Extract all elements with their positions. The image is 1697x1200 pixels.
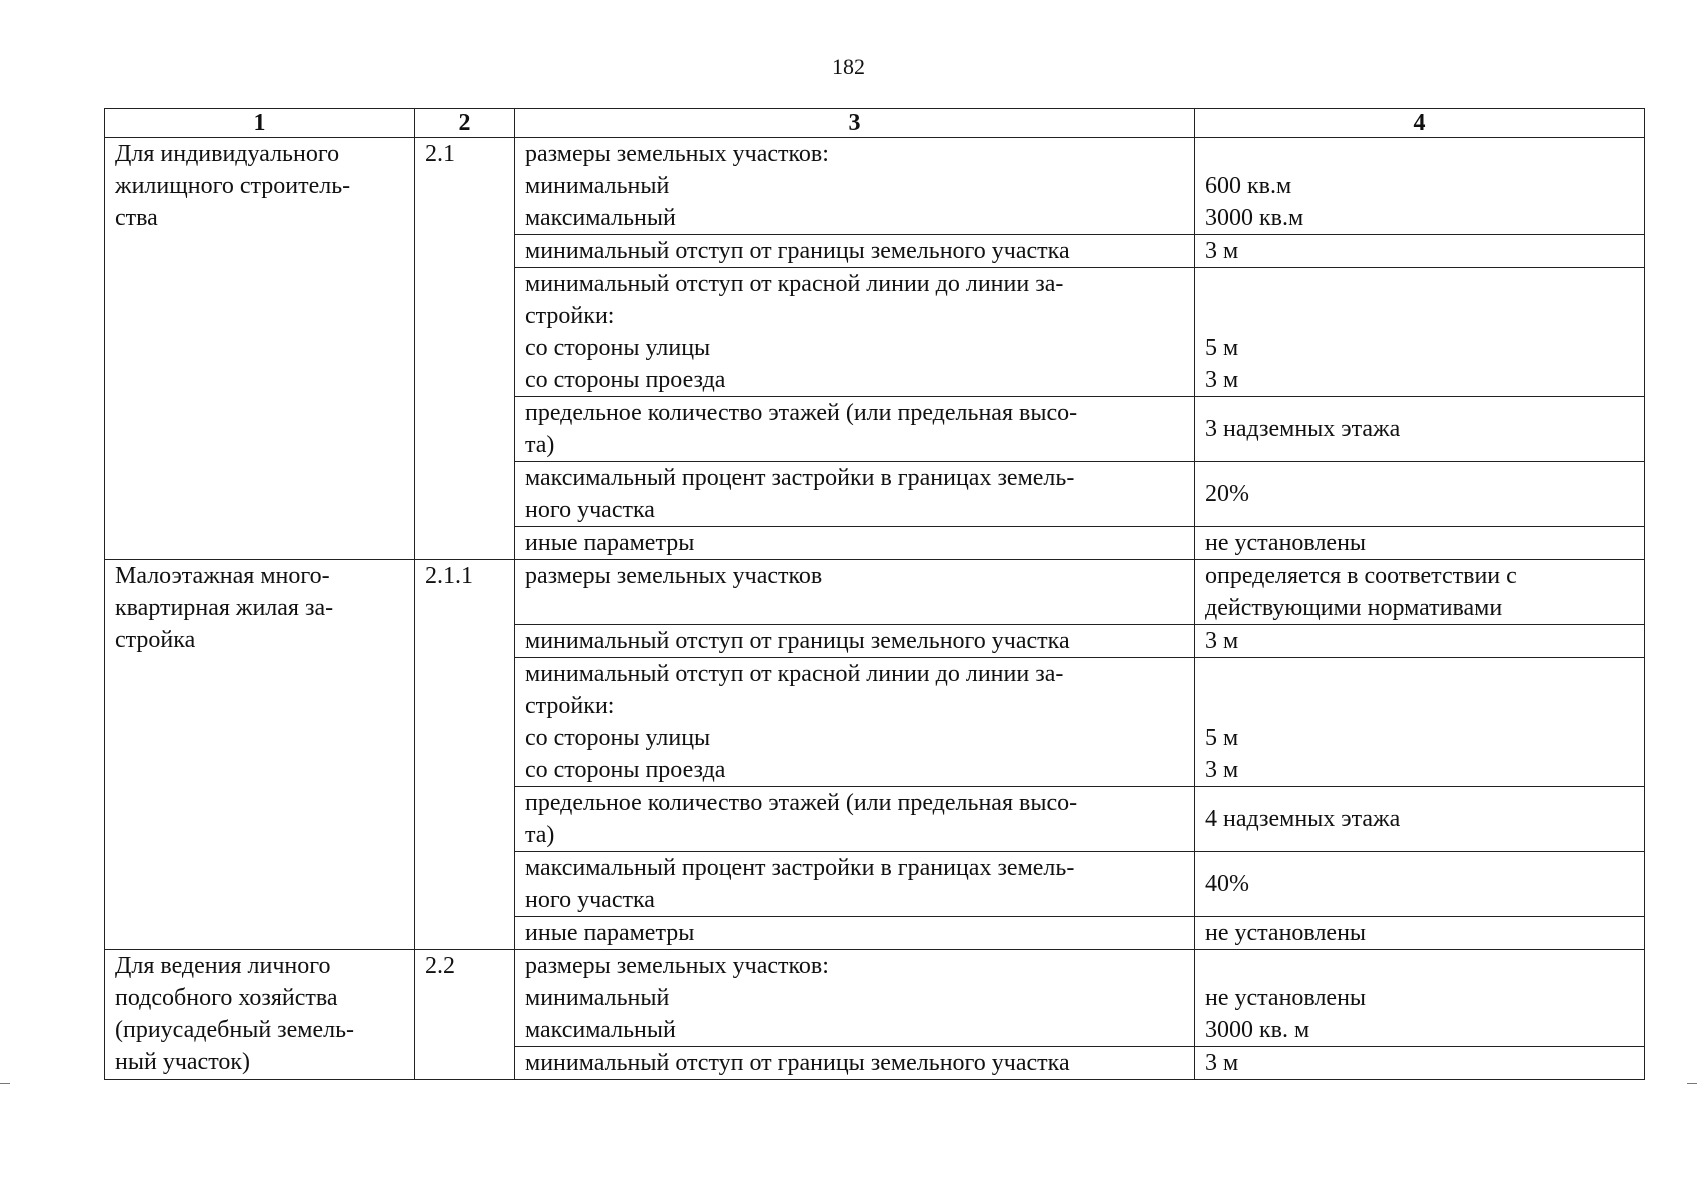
cell-line: определяется в соответствии с — [1205, 563, 1517, 589]
cell-line — [1205, 300, 1634, 332]
value-cell — [1195, 658, 1645, 787]
cell-line: не установлены — [1205, 920, 1367, 946]
table-row — [105, 560, 1645, 625]
cell-line: со стороны проезда — [525, 367, 726, 393]
cell-line: не установлены — [1205, 530, 1367, 556]
parameter-cell — [515, 787, 1195, 852]
cell-line: 5 м — [1205, 335, 1239, 361]
cell-line: 3 м — [1205, 367, 1239, 393]
cell-line: 40% — [1205, 871, 1249, 897]
header-col-2: 2 — [415, 109, 515, 138]
land-use-code-cell: 2.2 — [415, 950, 515, 1080]
value-cell — [1195, 1047, 1645, 1080]
cell-line: со стороны проезда — [525, 757, 726, 783]
cell-line: 3 м — [1205, 757, 1239, 783]
parameter-cell — [515, 625, 1195, 658]
parameter-cell — [515, 1047, 1195, 1080]
cell-line: со стороны улицы — [525, 335, 711, 361]
value-cell — [1195, 625, 1645, 658]
value-cell — [1195, 268, 1645, 397]
cell-line: Для ведения личного — [115, 953, 331, 979]
cell-line: жилищного строитель- — [115, 173, 351, 199]
cell-line: минимальный отступ от границы земельного участка — [525, 238, 1070, 264]
parameter-cell — [515, 397, 1195, 462]
header-col-4: 4 — [1195, 109, 1645, 138]
cell-line: та) — [525, 822, 555, 848]
cell-line: 3 надземных этажа — [1205, 416, 1401, 442]
land-use-type-cell — [105, 950, 415, 1080]
cell-line: минимальный отступ от границы земельного участка — [525, 628, 1070, 654]
parameter-cell — [515, 235, 1195, 268]
parameter-cell — [515, 268, 1195, 397]
parameter-cell — [515, 950, 1195, 1047]
cell-line: стройки: — [525, 693, 615, 719]
cell-line: 20% — [1205, 481, 1249, 507]
cell-line: 3 м — [1205, 628, 1239, 654]
cell-line — [1205, 138, 1634, 170]
cell-line: ства — [115, 205, 158, 231]
cell-line: максимальный — [525, 1017, 676, 1043]
value-cell — [1195, 917, 1645, 950]
value-cell — [1195, 462, 1645, 527]
cell-line: минимальный отступ от красной линии до линии за- — [525, 661, 1064, 687]
cell-line — [1205, 268, 1634, 300]
cell-line: квартирная жилая за- — [115, 595, 334, 621]
header-col-1: 1 — [105, 109, 415, 138]
cell-line: 600 кв.м — [1205, 173, 1292, 199]
cell-line: минимальный — [525, 173, 670, 199]
margin-mark-left — [0, 1083, 10, 1084]
value-cell — [1195, 138, 1645, 235]
value-cell — [1195, 560, 1645, 625]
parameter-cell — [515, 462, 1195, 527]
land-use-code-cell: 2.1 — [415, 138, 515, 560]
cell-line: иные параметры — [525, 920, 695, 946]
cell-line: ного участка — [525, 887, 655, 913]
cell-line: 3 м — [1205, 1050, 1239, 1076]
cell-line: та) — [525, 432, 555, 458]
parameter-cell — [515, 852, 1195, 917]
cell-line: ный участок) — [115, 1049, 251, 1075]
cell-line — [1205, 950, 1634, 982]
page-number: 182 — [832, 54, 865, 79]
parameter-cell — [515, 138, 1195, 235]
table-body — [105, 138, 1645, 1080]
cell-line: предельное количество этажей (или предельная высо- — [525, 400, 1078, 426]
cell-line: действующими нормативами — [1205, 595, 1503, 621]
cell-line: минимальный отступ от красной линии до линии за- — [525, 271, 1064, 297]
cell-line: 3000 кв.м — [1205, 205, 1304, 231]
value-cell — [1195, 397, 1645, 462]
cell-line: максимальный процент застройки в границах земель- — [525, 855, 1075, 881]
cell-line: предельное количество этажей (или предельная высо- — [525, 790, 1078, 816]
cell-line: 4 надземных этажа — [1205, 806, 1401, 832]
table-row — [105, 950, 1645, 1047]
cell-line: размеры земельных участков — [525, 563, 823, 589]
land-use-code-cell: 2.1.1 — [415, 560, 515, 950]
cell-line: Малоэтажная много- — [115, 563, 330, 589]
cell-line: стройки: — [525, 303, 615, 329]
cell-line: иные параметры — [525, 530, 695, 556]
cell-line: 5 м — [1205, 725, 1239, 751]
parameter-cell — [515, 917, 1195, 950]
cell-line — [1205, 690, 1634, 722]
header-col-3: 3 — [515, 109, 1195, 138]
table-row — [105, 138, 1645, 235]
land-use-type-cell — [105, 560, 415, 950]
parameter-cell — [515, 658, 1195, 787]
parameter-cell — [515, 560, 1195, 625]
cell-line: минимальный — [525, 985, 670, 1011]
land-use-type-cell — [105, 138, 415, 560]
parameter-cell — [515, 527, 1195, 560]
value-cell — [1195, 852, 1645, 917]
land-use-parameters-table — [104, 108, 1645, 1080]
cell-line: размеры земельных участков: — [525, 141, 829, 167]
cell-line — [1205, 658, 1634, 690]
cell-line: (приусадебный земель- — [115, 1017, 355, 1043]
value-cell — [1195, 787, 1645, 852]
cell-line: 3000 кв. м — [1205, 1017, 1310, 1043]
cell-line: не установлены — [1205, 985, 1367, 1011]
value-cell — [1195, 950, 1645, 1047]
cell-line: максимальный процент застройки в границах земель- — [525, 465, 1075, 491]
value-cell — [1195, 527, 1645, 560]
cell-line: подсобного хозяйства — [115, 985, 338, 1011]
header-row — [105, 109, 1645, 138]
cell-line: размеры земельных участков: — [525, 953, 829, 979]
cell-line: Для индивидуального — [115, 141, 340, 167]
cell-line: 3 м — [1205, 238, 1239, 264]
cell-line: максимальный — [525, 205, 676, 231]
margin-mark-right — [1687, 1083, 1697, 1084]
cell-line: ного участка — [525, 497, 655, 523]
cell-line: минимальный отступ от границы земельного участка — [525, 1050, 1070, 1076]
cell-line: со стороны улицы — [525, 725, 711, 751]
cell-line: стройка — [115, 627, 196, 653]
value-cell — [1195, 235, 1645, 268]
